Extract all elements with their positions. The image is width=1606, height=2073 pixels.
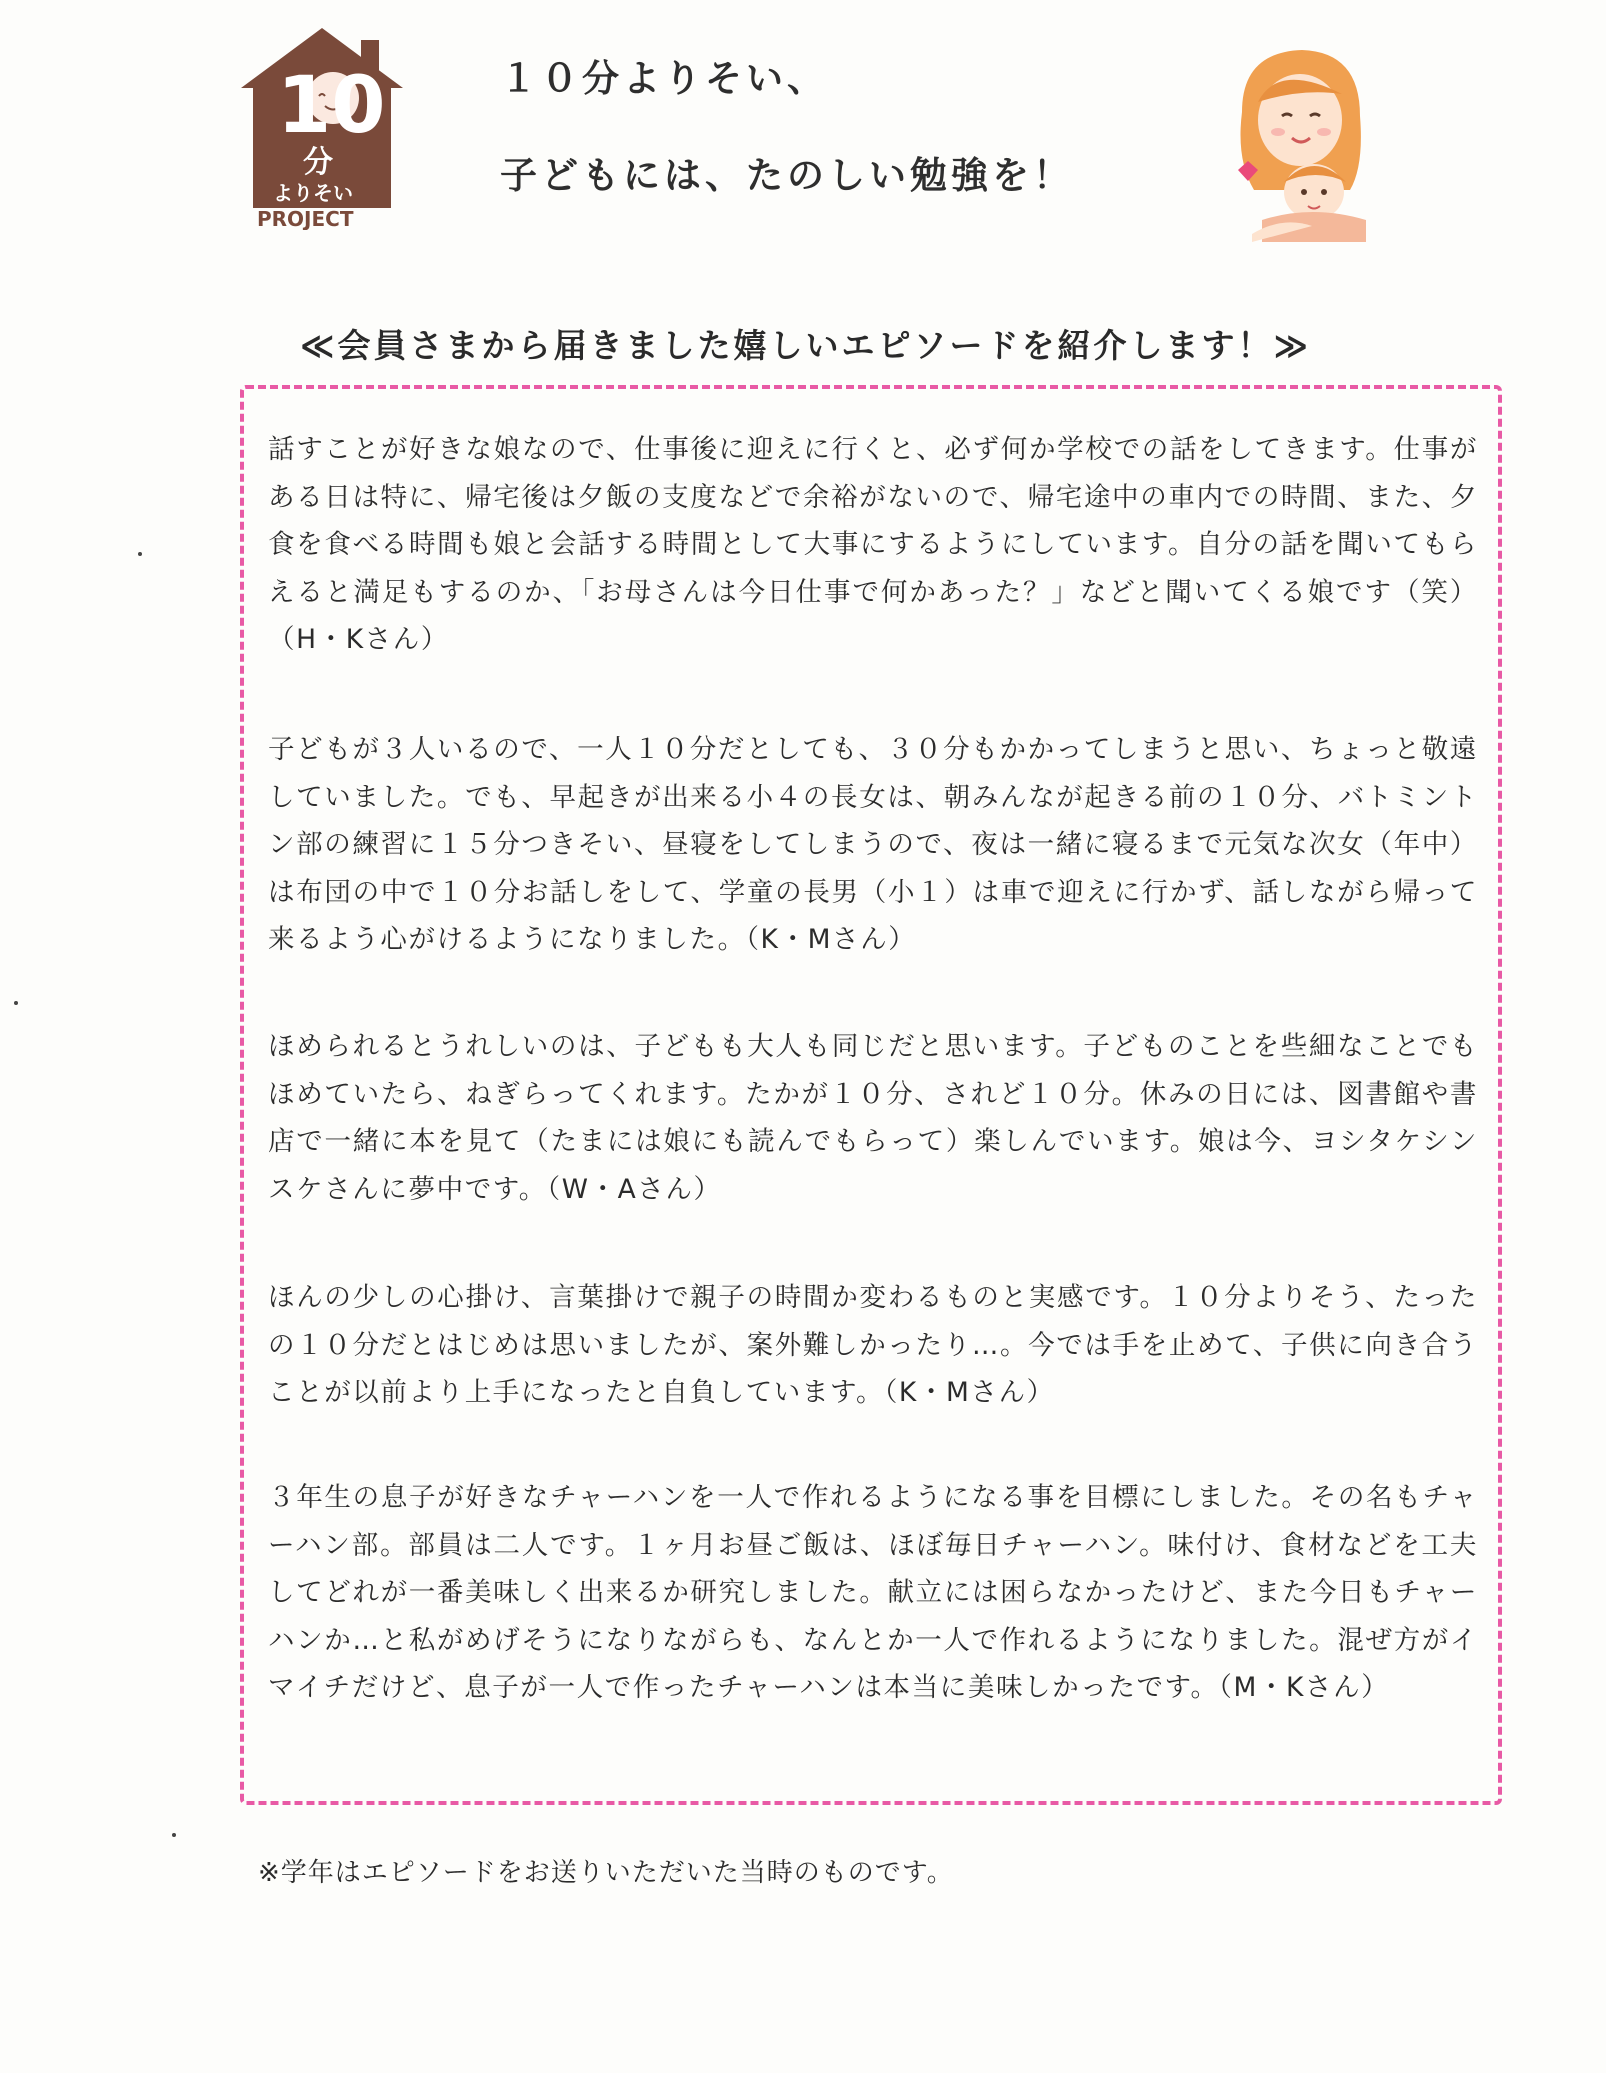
mother-child-icon <box>1222 42 1372 242</box>
logo-project: PROJECT <box>257 207 354 230</box>
episode-2: 子どもが３人いるので、一人１０分だとしても、３０分もかかってしまうと思い、ちょっと敬遠していました。でも、早起きが出来る小４の長女は、朝みんなが起きる前の１０分、バトミントン部の練習に１５分つきそい、昼寝をしてしまうので、夜は一緒に寝るまで元気な次女（年中）は布団の中で１０分お話しをして、学童の長男（小１）は車で迎えに行かず、話しながら帰って来るよう心がけるようになりました。（K・Mさん） <box>268 734 1478 955</box>
headline-line-1: １０分よりそい、 <box>500 57 828 100</box>
episode-3: ほめられるとうれしいのは、子どもも大人も同じだと思います。子どものことを些細なことでもほめていたら、ねぎらってくれます。たかが１０分、されど１０分。休みの日には、図書館や書店で一緒に本を見て（たまには娘にも読んでもらって）楽しんでいます。娘は今、ヨシタケシンスケさんに夢中です。（W・Aさん） <box>268 1031 1478 1205</box>
section-title: ≪会員さまから届きました嬉しいエピソードを紹介します！≫ <box>300 326 1312 365</box>
project-logo <box>233 22 411 230</box>
footnote: ※学年はエピソードをお送りいただいた当時のものです。 <box>258 1858 954 1888</box>
headline-line-2: 子どもには、たのしい勉強を！ <box>500 154 1074 197</box>
logo-brand: よりそい <box>273 181 353 205</box>
episode-4: ほんの少しの心掛け、言葉掛けで親子の時間か変わるものと実感です。１０分よりそう、たったの１０分だとはじめは思いましたが、案外難しかったり…。今では手を止めて、子供に向き合うことが以前より上手になったと自負しています。（K・Mさん） <box>268 1282 1478 1408</box>
scan-speck <box>138 552 142 556</box>
episode-1: 話すことが好きな娘なので、仕事後に迎えに行くと、必ず何か学校での話をしてきます。仕事がある日は特に、帰宅後は夕飯の支度などで余裕がないので、帰宅途中の車内での時間、また、夕食を食べる時間も娘と会話する時間として大事にするようにしています。自分の話を聞いてもらえると満足もするのか、「お母さんは今日仕事で何かあった？」などと聞いてくる娘です（笑）（H・Kさん） <box>268 434 1478 655</box>
house-logo-icon <box>233 22 411 230</box>
episode-5: ３年生の息子が好きなチャーハンを一人で作れるようになる事を目標にしました。その名もチャーハン部。部員は二人です。１ヶ月お昼ご飯は、ほぼ毎日チャーハン。味付け、食材などを工夫してどれが一番美味しく出来るか研究しました。献立には困らなかったけど、また今日もチャーハンか…と私がめげそうになりながらも、なんとか一人で作れるようになりました。混ぜ方がイマイチだけど、息子が一人で作ったチャーハンは本当に美味しかったです。（M・Kさん） <box>268 1482 1478 1703</box>
scan-speck <box>14 1001 18 1005</box>
scan-speck <box>172 1833 176 1837</box>
logo-numeral: 10 <box>277 61 386 151</box>
logo-unit: 分 <box>303 145 333 180</box>
headline <box>500 57 1074 197</box>
mother-child-illustration <box>1222 42 1372 242</box>
